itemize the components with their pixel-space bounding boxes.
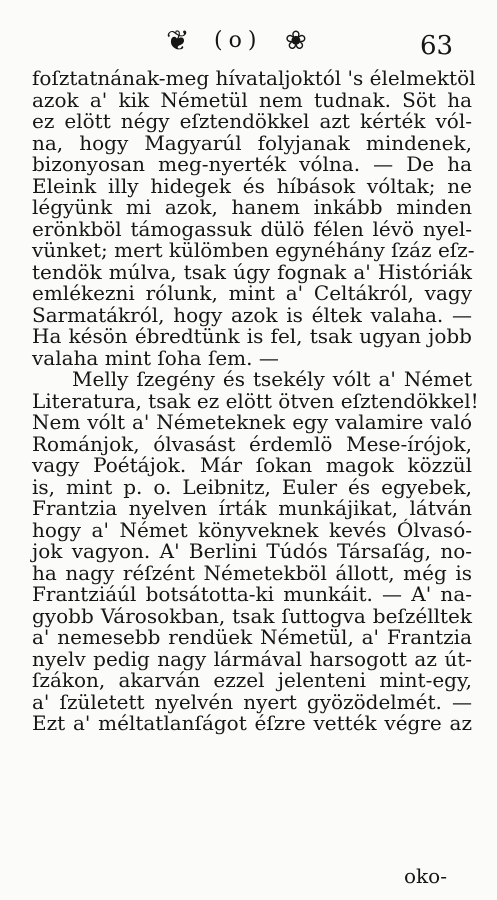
text-line: jok vagyon. A' Berlini Túdós Társaſág, no-	[32, 539, 472, 563]
text-line: nyelv pedig nagy lármával harsogott az út-	[32, 646, 472, 671]
body-text	[32, 66, 479, 735]
ornament-left-icon: ❦	[166, 24, 190, 57]
text-line: vagy Poétájok. Már ſokan magok közzül	[32, 453, 472, 477]
text-line: a' ſzületett nyelvén nyert gyözödelmét. —	[32, 689, 472, 714]
text-line: foſztatnának-meg hívataljoktól 's élelmektöl	[32, 66, 476, 90]
ornament-right-icon: ❀	[285, 26, 307, 56]
text-line: is, mint p. o. Leibnitz, Euler és egyebek,	[32, 474, 472, 499]
text-line: vünket; mert külömben egynéhány ſzáz eſz-	[32, 238, 475, 262]
text-line: Románjok, ólvasást érdemlö Mese-írójok,	[32, 431, 472, 456]
paragraph-2	[32, 367, 479, 735]
text-line: Melly ſzegény és tsekély vólt a' Német	[72, 367, 472, 391]
text-line: bizonyosan meg-nyerték vólna. — De ha	[32, 152, 472, 176]
text-line: erönkböl támogassuk dülö félen lévö nyel-	[32, 216, 472, 241]
text-line: na, hogy Magyarúl folyjanak mindenek,	[32, 130, 472, 155]
text-line: a' nemesebb rendüek Németül, a' Frantzia	[32, 625, 472, 649]
text-line: Frantzia nyelven írták munkájikat, látván	[32, 496, 472, 520]
text-line: ez elött négy eſztendökkel azt kérték vól-	[32, 109, 472, 133]
text-line: gyobb Városokban, tsak ſuttogva beſzélltek	[32, 603, 472, 628]
text-line: Ezt a' méltatlanſágot éſzre vették végre az	[32, 711, 472, 735]
page-header	[0, 22, 497, 62]
paragraph-1	[32, 66, 476, 370]
text-line: légyünk mi azok, hanem inkább minden	[32, 195, 472, 219]
text-line: tendök múlva, tsak úgy fognak a' Históriák	[32, 259, 472, 284]
text-line: ſzákon, akarván ezzel jelenteni mint-egy,	[32, 668, 472, 692]
text-line: Sarmatákról, hogy azok is éltek valaha. —	[32, 302, 472, 327]
text-line: ha nagy réſzént Németekböl állott, még is	[32, 560, 472, 585]
text-line: azok a' kik Németül nem tudnak. Söt ha	[32, 87, 472, 112]
text-line: Eleink illy hidegek és híbások vóltak; ne	[32, 173, 472, 198]
text-line: Nem vólt a' Németeknek egy valamire való	[32, 410, 472, 434]
catchword: oko-	[404, 864, 447, 888]
text-line: emlékezni rólunk, mint a' Celtákról, vagy	[32, 281, 472, 305]
page-number: 63	[420, 31, 454, 61]
text-line: Ha késön ébredtünk is fel, tsak ugyan jobb	[32, 324, 472, 348]
text-line: Frantziáúl botsátotta-ki munkáit. — A' na-	[32, 582, 472, 606]
text-line: valaha mint ſoha ſem. —	[32, 345, 279, 370]
text-line: Literatura, tsak ez elött ötven eſztendökkel!	[32, 388, 479, 413]
center-mark: (o)	[214, 28, 263, 53]
text-line: hogy a' Német könyveknek kevés Ólvasó-	[32, 517, 472, 542]
